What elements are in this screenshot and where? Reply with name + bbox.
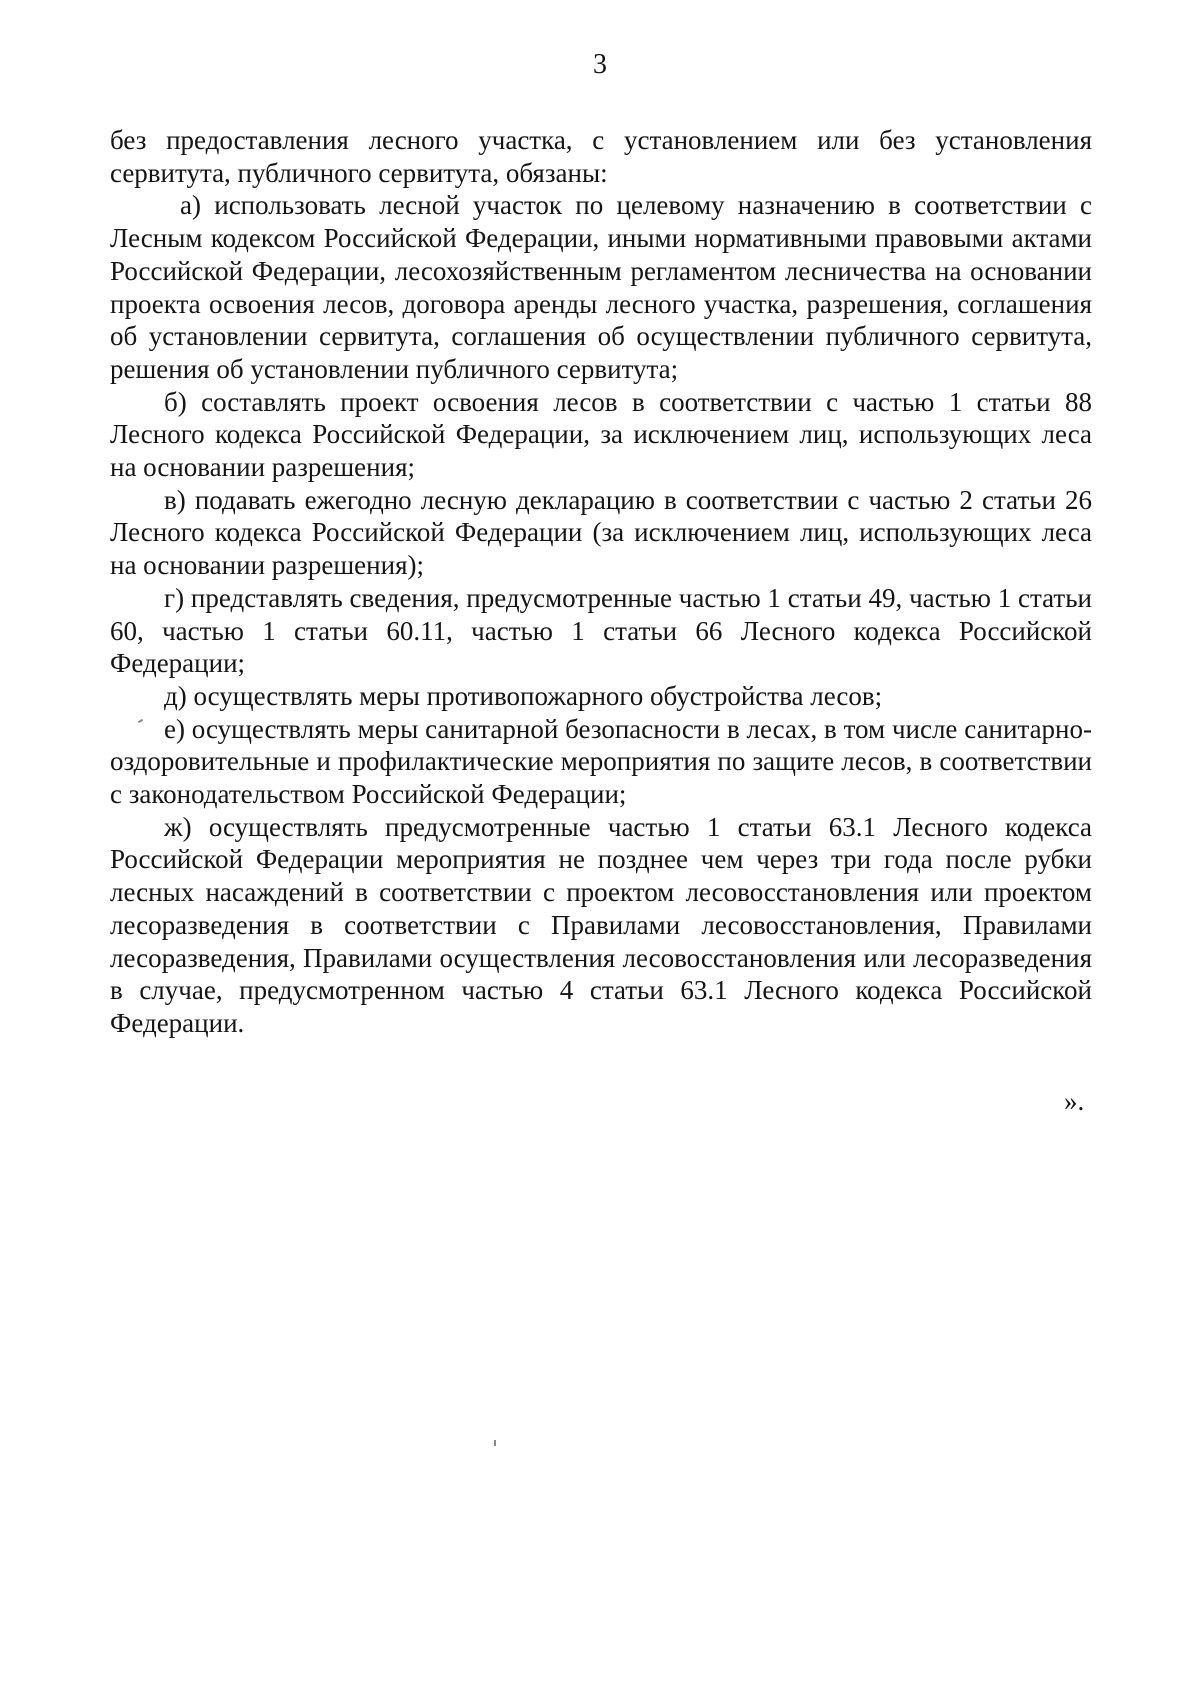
paragraph-item-v: в) подавать ежегодно лесную декларацию в соответствии с частью 2 статьи 26 Лесного кодекса Российской Федерации (за исключением лиц, использующих леса на основании разрешения); bbox=[110, 484, 1092, 581]
document-body bbox=[110, 124, 1092, 1040]
paragraph-item-e: е) осуществлять меры санитарной безопасности в лесах, в том числе санитарно-оздоровительные и профилактические мероприятия по защите лесов, в соответствии с законодательством Российской Федерации; bbox=[110, 713, 1092, 810]
paragraph-item-b: б) составлять проект освоения лесов в соответствии с частью 1 статьи 88 Лесного кодекса Российской Федерации, за исключением лиц, использующих леса на основании разрешения; bbox=[110, 386, 1092, 483]
page-number: 3 bbox=[593, 49, 607, 80]
scan-speck bbox=[494, 1440, 496, 1446]
paragraph-item-g: г) представлять сведения, предусмотренные частью 1 статьи 49, частью 1 статьи 60, частью 1 статьи 60.11, частью 1 статьи 66 Лесного кодекса Российской Федерации; bbox=[110, 582, 1092, 679]
paragraph-item-a: а) использовать лесной участок по целевому назначению в соответствии с Лесным кодексом Российской Федерации, иными нормативными правовыми актами Российской Федерации, лесохозяйственным регламентом лесничества на основании проекта освоения лесов, договора аренды лесного участка, разрешения, соглашения об установлении сервитута, соглашения об осуществлении публичного сервитута, решения об установлении публичного сервитута; bbox=[110, 190, 1092, 384]
paragraph-item-zh: ж) осуществлять предусмотренные частью 1 статьи 63.1 Лесного кодекса Российской Федерации мероприятия не позднее чем через три года после рубки лесных насаждений в соответствии с проектом лесовосстановления или проектом лесоразведения в соответствии с Правилами лесовосстановления, Правилами лесоразведения, Правилами осуществления лесовосстановления или лесоразведения в случае, предусмотренном частью 4 статьи 63.1 Лесного кодекса Российской Федерации. bbox=[110, 811, 1092, 1038]
paragraph-intro: без предоставления лесного участка, с установлением или без установления сервитута, публичного сервитута, обязаны: bbox=[110, 125, 1092, 188]
closing-quote: ». bbox=[1064, 1086, 1085, 1116]
paragraph-item-d: д) осуществлять меры противопожарного обустройства лесов; bbox=[164, 680, 883, 711]
